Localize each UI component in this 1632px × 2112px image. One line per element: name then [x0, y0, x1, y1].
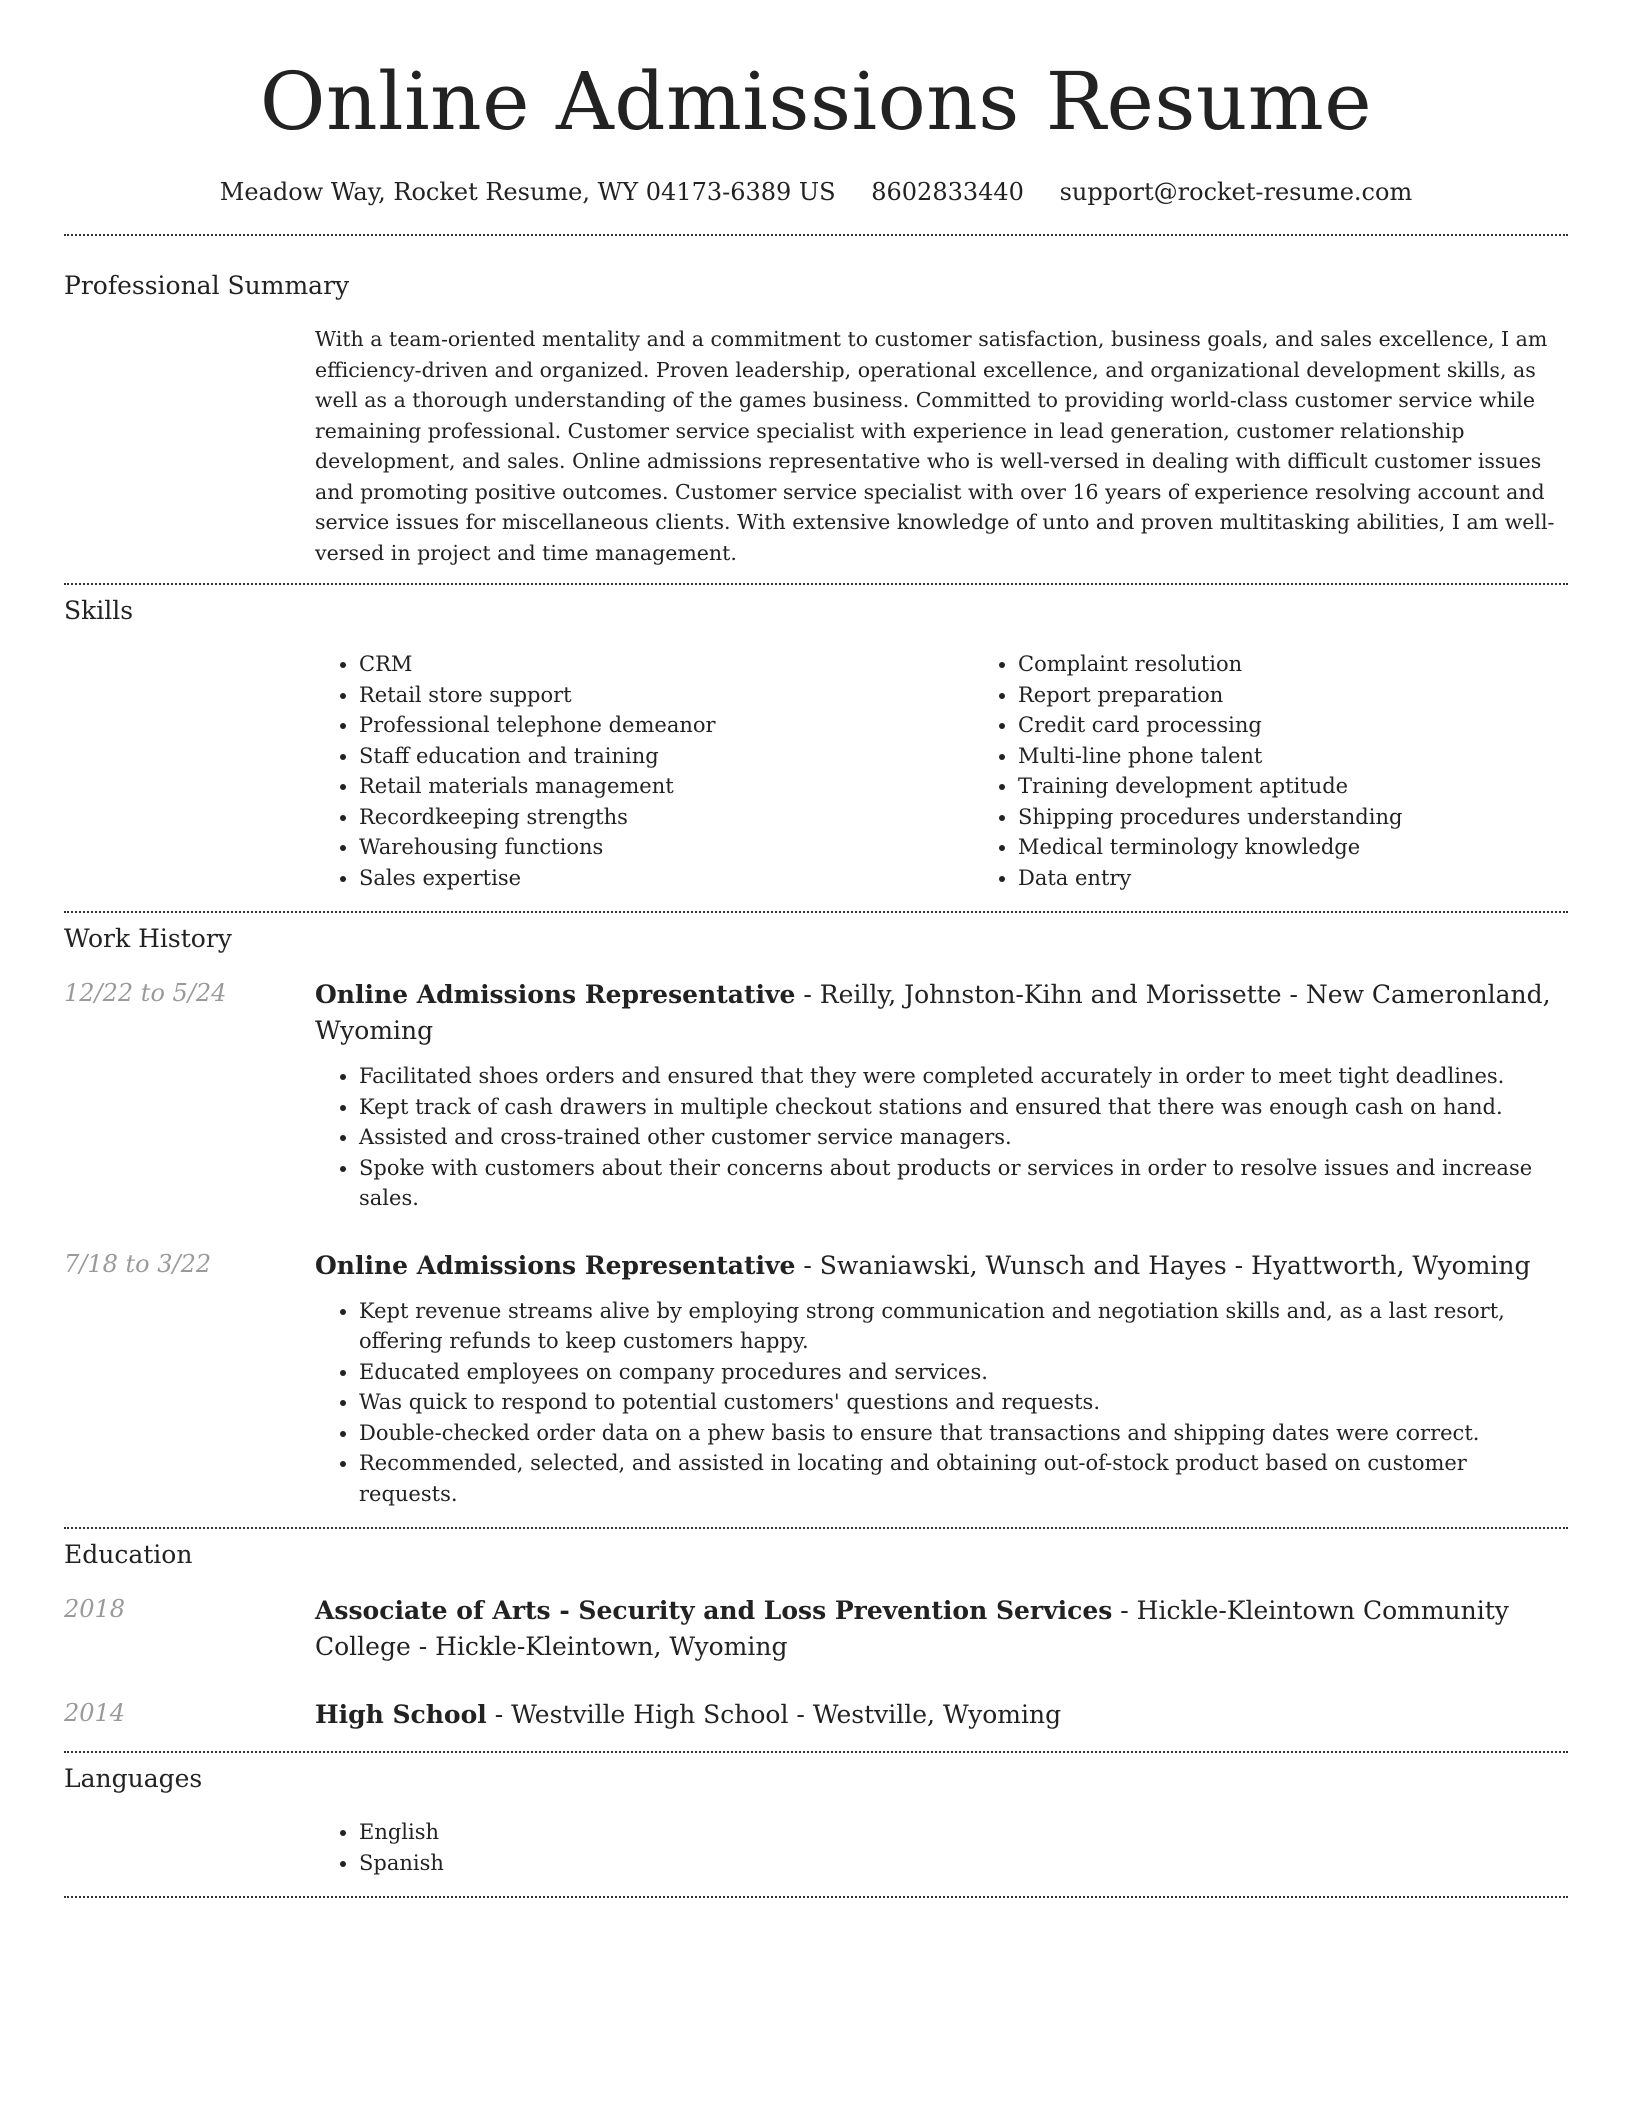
email-text: support@rocket-resume.com: [1059, 178, 1413, 206]
job-title: [315, 1248, 1568, 1284]
section-divider: [64, 1527, 1568, 1529]
language-item: • Spanish: [359, 1848, 1568, 1879]
summary-heading: Professional Summary: [64, 271, 350, 300]
skill-item: • Credit card processing: [1018, 710, 1632, 741]
education-school: - Westville High School - Westville, Wyoming: [486, 1700, 1062, 1729]
job-bullets: [315, 1061, 1568, 1214]
job-bullet: • Educated employees on company procedures and services.: [359, 1357, 1568, 1388]
languages-heading: Languages: [64, 1764, 203, 1793]
skill-item: • Multi-line phone talent: [1018, 741, 1632, 772]
job-employer: - Reilly, Johnston-Kihn and Morissette - New Cameronland, Wyoming: [315, 980, 1551, 1045]
skill-item: • Complaint resolution: [1018, 649, 1632, 680]
skill-item: • Medical terminology knowledge: [1018, 832, 1632, 863]
education-degree: Associate of Arts - Security and Loss Prevention Services: [315, 1596, 1113, 1625]
job-role: Online Admissions Representative: [315, 980, 796, 1009]
summary-row: [64, 324, 1568, 568]
job-bullet: • Was quick to respond to potential customers' questions and requests.: [359, 1387, 1568, 1418]
skills-list-right: [974, 649, 1632, 893]
section-divider: [64, 1896, 1568, 1898]
education-school: - Hickle-Kleintown Community College - Hickle-Kleintown, Wyoming: [315, 1596, 1509, 1661]
job-bullet: • Spoke with customers about their concerns about products or services in order to resolve issues and increase sales.: [359, 1153, 1568, 1214]
phone-text: 8602833440: [871, 178, 1024, 206]
education-degree: High School: [315, 1700, 487, 1729]
job-bullet: • Facilitated shoes orders and ensured that they were completed accurately in order to meet tight deadlines.: [359, 1061, 1568, 1092]
summary-spacer: [64, 324, 315, 568]
education-year: 2018: [64, 1595, 126, 1623]
job-title: [315, 977, 1568, 1049]
skill-item: • Warehousing functions: [359, 832, 974, 863]
job-bullet: • Double-checked order data on a phew basis to ensure that transactions and shipping dates were correct.: [359, 1418, 1568, 1449]
skills-row: [64, 649, 1568, 893]
section-divider: [64, 583, 1568, 585]
job-entry: [64, 977, 1568, 1214]
languages-spacer: [64, 1817, 315, 1878]
education-entry: [64, 1593, 1568, 1665]
address-text: Meadow Way, Rocket Resume, WY 04173-6389 US: [219, 178, 836, 206]
languages-list: [315, 1817, 1568, 1878]
job-bullet: • Kept track of cash drawers in multiple checkout stations and ensured that there was enough cash on hand.: [359, 1092, 1568, 1123]
skill-item: • Professional telephone demeanor: [359, 710, 974, 741]
languages-body: [315, 1817, 1568, 1878]
skill-item: • CRM: [359, 649, 974, 680]
skill-item: • Report preparation: [1018, 680, 1632, 711]
work-heading: Work History: [64, 924, 232, 953]
section-divider: [64, 911, 1568, 913]
job-bullet: • Assisted and cross-trained other customer service managers.: [359, 1122, 1568, 1153]
job-entry: [64, 1248, 1568, 1510]
skill-item: • Shipping procedures understanding: [1018, 802, 1632, 833]
education-title: [315, 1593, 1568, 1665]
education-body: [315, 1697, 1568, 1733]
education-body: [315, 1593, 1568, 1665]
resume-title: Online Admissions Resume: [259, 55, 1373, 148]
education-year: 2014: [64, 1699, 126, 1727]
skill-item: • Staff education and training: [359, 741, 974, 772]
skill-item: • Retail store support: [359, 680, 974, 711]
skill-item: • Training development aptitude: [1018, 771, 1632, 802]
job-dates: 12/22 to 5/24: [64, 979, 227, 1007]
skills-spacer: [64, 649, 315, 893]
job-body: [315, 1248, 1568, 1510]
job-body: [315, 977, 1568, 1214]
summary-text: With a team-oriented mentality and a commitment to customer satisfaction, business goals, and sales excellence, I am efficiency-driven and organized. Proven leadership, operational excellence, and organizational development skills, as well as a thorough understanding of the games business. Committed to providing world-class customer service while remaining professional. Customer service specialist with experience in lead generation, customer relationship development, and sales. Online admissions representative who is well-versed in dealing with difficult customer issues and promoting positive outcomes. Customer service specialist with over 16 years of experience resolving account and service issues for miscellaneous clients. With extensive knowledge of unto and proven multitasking abilities, I am well-versed in project and time management.: [315, 327, 1555, 565]
job-employer: - Swaniawski, Wunsch and Hayes - Hyattworth, Wyoming: [795, 1250, 1531, 1280]
job-bullets: [315, 1296, 1568, 1510]
job-role: Online Admissions Representative: [315, 1250, 796, 1280]
education-entry: [64, 1697, 1568, 1733]
job-bullet: • Kept revenue streams alive by employing strong communication and negotiation skills and, as a last resort, offering refunds to keep customers happy.: [359, 1296, 1568, 1357]
skills-heading: Skills: [64, 596, 134, 625]
contact-line: [64, 176, 1568, 208]
language-item: • English: [359, 1817, 1568, 1848]
skill-item: • Data entry: [1018, 863, 1632, 894]
skill-item: • Retail materials management: [359, 771, 974, 802]
summary-body: [315, 324, 1568, 568]
skills-grid: [315, 649, 1632, 893]
languages-row: [64, 1817, 1568, 1878]
job-bullet: • Recommended, selected, and assisted in locating and obtaining out-of-stock product based on customer requests.: [359, 1448, 1568, 1509]
section-divider: [64, 234, 1568, 236]
section-divider: [64, 1751, 1568, 1753]
skill-item: • Sales expertise: [359, 863, 974, 894]
education-heading: Education: [64, 1540, 193, 1569]
job-dates: 7/18 to 3/22: [64, 1249, 212, 1278]
education-title: [315, 1697, 1568, 1733]
skill-item: • Recordkeeping strengths: [359, 802, 974, 833]
skills-list-left: [315, 649, 974, 893]
